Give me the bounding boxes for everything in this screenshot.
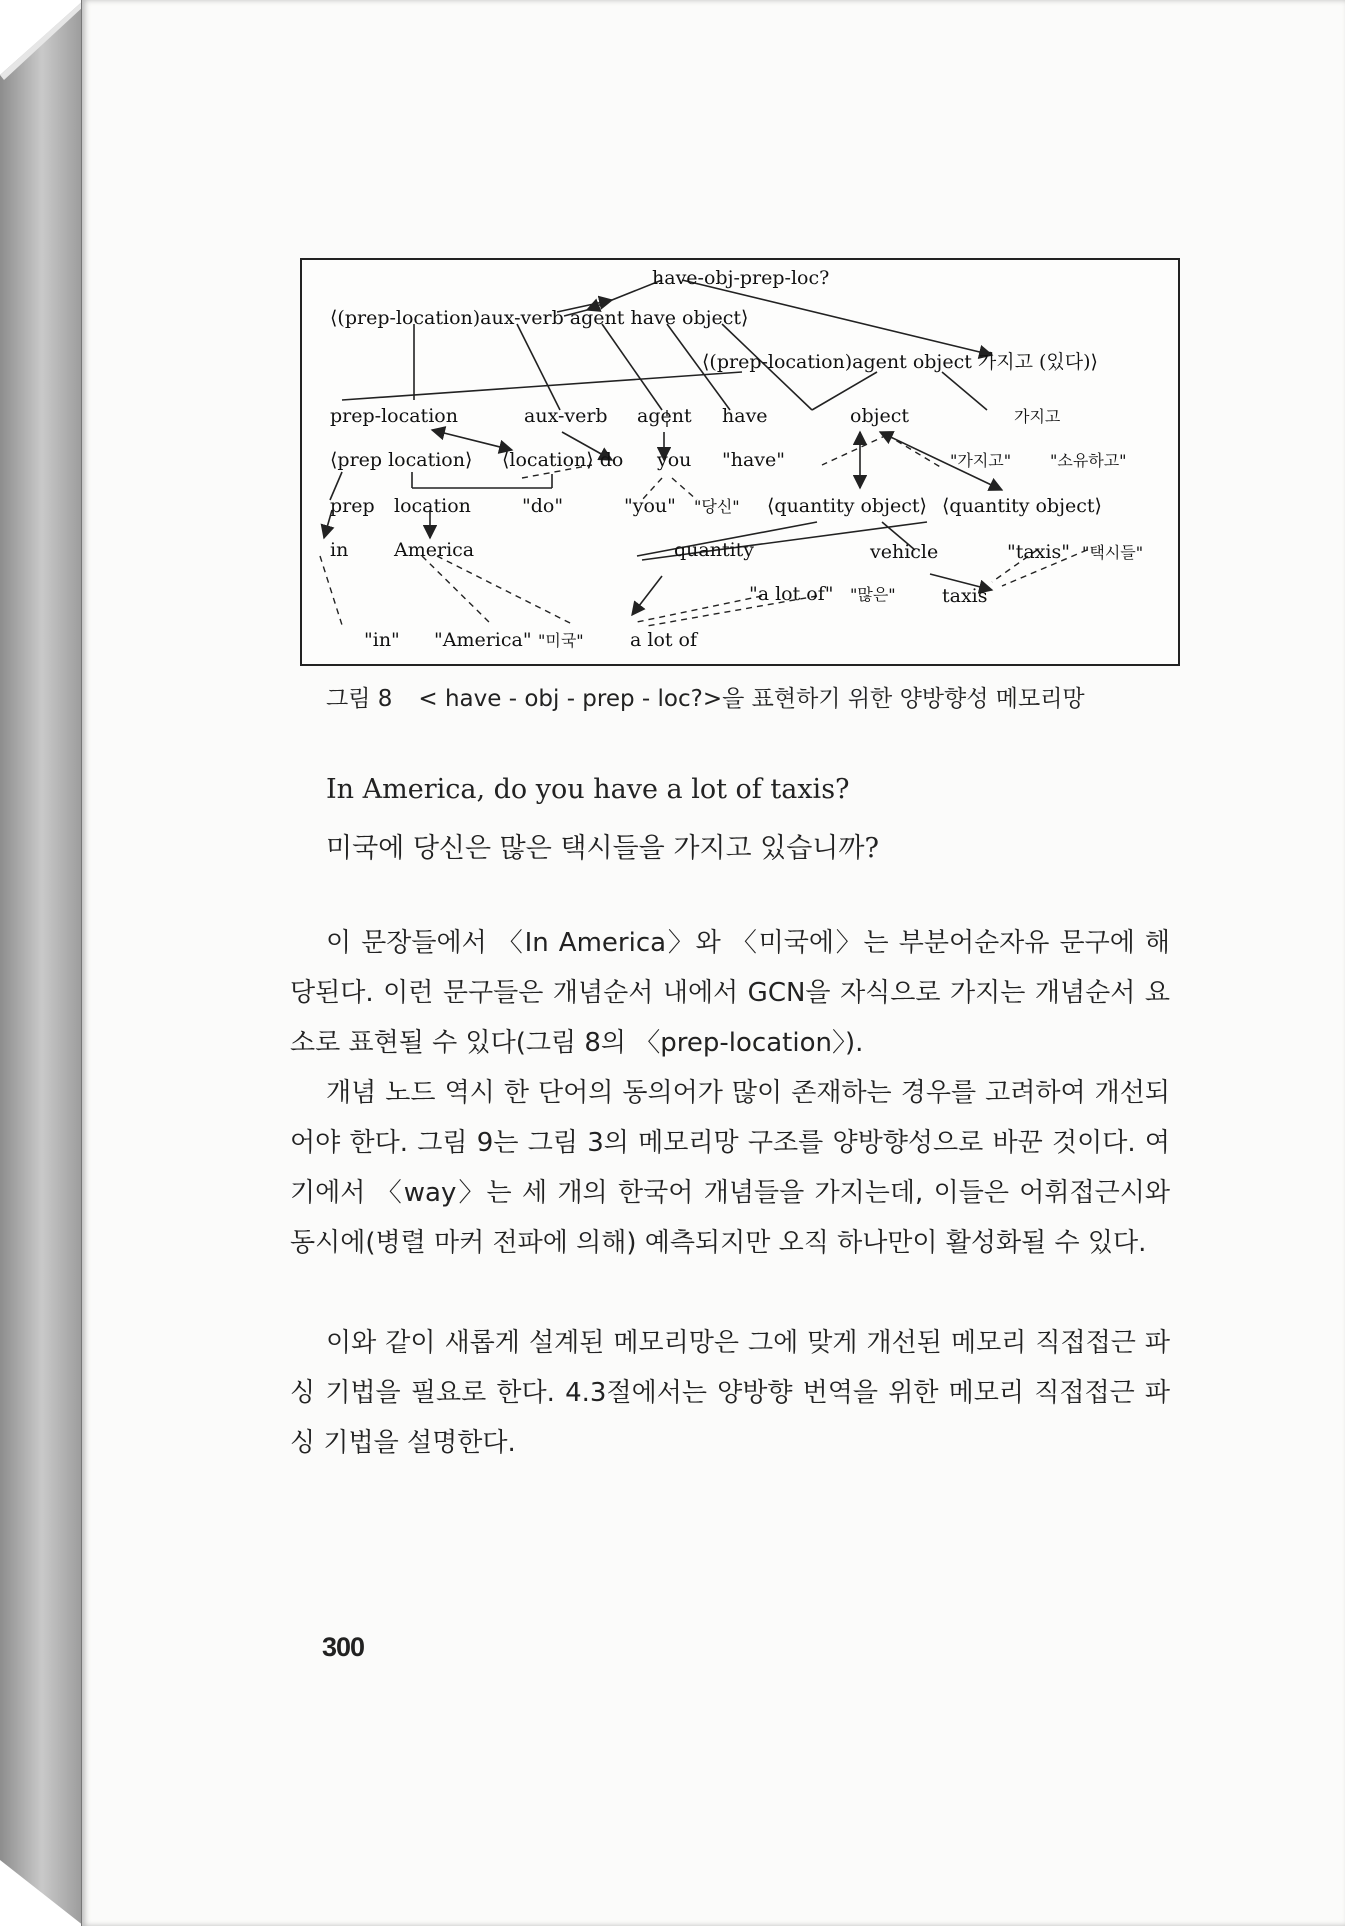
node-miguk-literal: "미국" <box>538 631 584 650</box>
node-have-literal: "have" <box>722 449 786 471</box>
diagram-canvas <box>302 260 1178 664</box>
node-prep: prep <box>330 495 375 517</box>
node-dangsin-literal: "당신" <box>694 497 740 516</box>
node-maneun-literal: "많은" <box>850 585 896 604</box>
figure-caption <box>326 680 1186 713</box>
node-quantity-object-2: ⟨quantity object⟩ <box>942 495 1102 517</box>
example-korean: 미국에 당신은 많은 택시들을 가지고 있습니까? <box>326 833 879 864</box>
node-gajigo: 가지고 <box>1014 407 1061 426</box>
node-in-literal: "in" <box>364 629 400 651</box>
diagram-labels <box>330 267 1143 651</box>
node-you-literal: "you" <box>624 495 676 517</box>
paragraph-2: 개념 노드 역시 한 단어의 동의어가 많이 존재하는 경우를 고려하여 개선되어야 한다. 그림 9는 그림 3의 메모리망 구조를 양방향성으로 바꾼 것이다. 여기에서 〈way〉는 세 개의 한국어 개념들을 가지는데, 이들은 어휘접근시와 동시에(병렬 마커 전파에 의해) 예측되지만 오직 하나만이 활성화될 수 있다. <box>290 1078 1170 1258</box>
node-prep-location-pattern: ⟨prep location⟩ <box>330 449 473 471</box>
node-you: you <box>657 449 692 471</box>
node-en-pattern: ⟨(prep-location)aux-verb agent have object⟩ <box>330 307 749 329</box>
node-america: America <box>394 539 475 561</box>
node-a-lot-of: a lot of <box>630 629 698 651</box>
diagram-edges <box>324 280 1002 615</box>
figure-caption-text: < have - obj - prep - loc?>을 표현하기 위한 양방향성 메모리망 <box>418 686 1085 712</box>
node-quantity-object-1: ⟨quantity object⟩ <box>767 495 927 517</box>
node-taxis-literal: "taxis" <box>1007 541 1070 563</box>
node-quantity: quantity <box>674 539 755 561</box>
book-edge <box>0 0 84 1926</box>
node-aux-verb: aux-verb <box>524 405 608 427</box>
example-english: In America, do you have a lot of taxis? <box>326 774 850 805</box>
node-in: in <box>330 539 349 561</box>
paragraph-3: 이와 같이 새롭게 설계된 메모리망은 그에 맞게 개선된 메모리 직접접근 파싱 기법을 필요로 한다. 4.3절에서는 양방향 번역을 위한 메모리 직접접근 파싱 기법을 설명한다. <box>290 1328 1170 1458</box>
node-gajigo-literal: "가지고" <box>950 451 1012 470</box>
node-root: have-obj-prep-loc? <box>652 267 830 289</box>
node-vehicle: vehicle <box>870 541 939 563</box>
page-number: 300 <box>322 1632 365 1662</box>
node-ko-pattern: ⟨(prep-location)agent object 가지고 (있다)⟩ <box>702 351 1098 373</box>
node-agent: agent <box>637 405 692 427</box>
node-taeksideul-literal: "택시들" <box>1082 543 1144 562</box>
node-a-lot-of-literal: "a lot of" <box>749 583 834 605</box>
node-location-do: ⟨location⟩ do <box>502 449 624 471</box>
node-do-literal: "do" <box>522 495 564 517</box>
node-location: location <box>394 495 471 517</box>
node-soyuhago-literal: "소유하고" <box>1050 451 1127 470</box>
node-object: object <box>850 405 910 427</box>
memory-network-diagram <box>300 258 1180 666</box>
paragraph-1: 이 문장들에서 〈In America〉와 〈미국에〉는 부분어순자유 문구에 해당된다. 이런 문구들은 개념순서 내에서 GCN을 자식으로 가지는 개념순서 요소로 표현될 수 있다(그림 8의 〈prep-location〉). <box>290 928 1170 1058</box>
figure-number: 그림 8 <box>326 686 393 712</box>
node-america-literal: "America" <box>434 629 532 651</box>
node-taxis: taxis <box>942 585 988 607</box>
node-have: have <box>722 405 768 427</box>
node-prep-location: prep-location <box>330 405 458 427</box>
